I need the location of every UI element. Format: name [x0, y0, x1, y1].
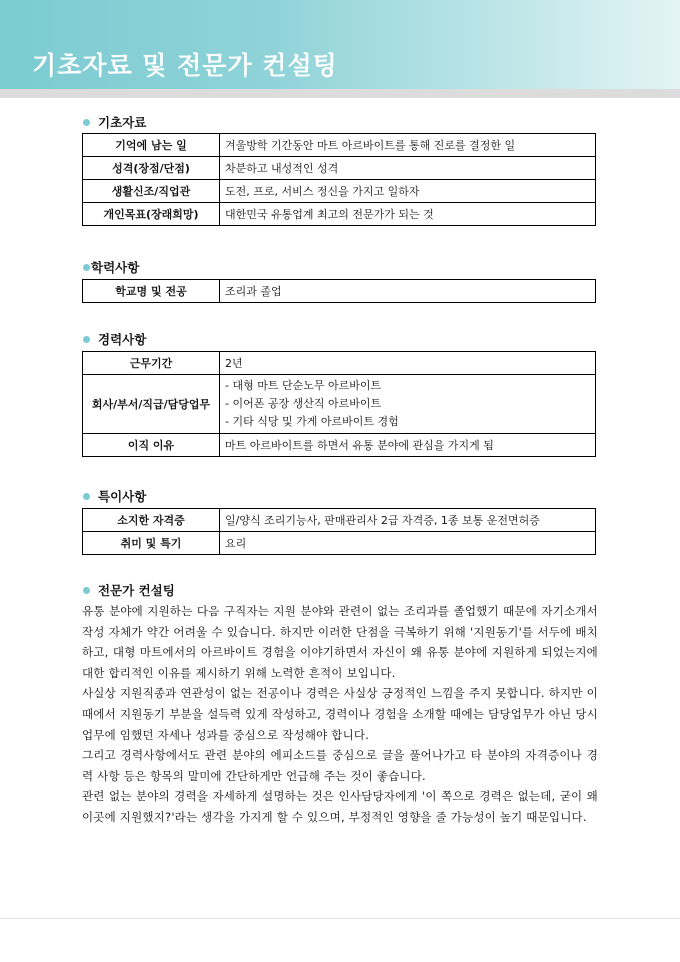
row-value: 겨울방학 기간동안 마트 아르바이트를 통해 진로를 결정한 일: [220, 134, 596, 157]
page-title: 기초자료 및 전문가 컨설팅: [32, 51, 338, 80]
table-row: [83, 434, 596, 457]
consulting-paragraph: 그리고 경력사항에서도 관련 분야의 에피소드를 중심으로 글을 풀어나가고 타 분야의 자격증이나 경력 사항 등은 항목의 말미에 간단하게만 언급해 주는 것이 좋습니다.: [82, 748, 598, 783]
bullet-icon: [83, 119, 90, 126]
row-label: 이직 이유: [83, 434, 220, 457]
section-education-heading: 학력사항: [83, 258, 139, 276]
section-career-heading: 경력사항: [83, 330, 146, 348]
header-divider: [0, 89, 680, 98]
table-row: [83, 352, 596, 375]
row-label: 학교명 및 전공: [83, 280, 220, 303]
list-item: - 기타 식당 및 가게 아르바이트 경험: [225, 415, 399, 428]
list-item: - 이어폰 공장 생산직 아르바이트: [225, 397, 382, 410]
education-table: [82, 279, 596, 303]
consulting-paragraph: 유통 분야에 지원하는 다음 구직자는 지원 분야와 관련이 없는 조리과를 졸업했기 때문에 자기소개서 작성 자체가 약간 어려울 수 있습니다. 하지만 이러한 단점을 극복하기 위해 '지원동기'를 서두에 배치하고, 대형 마트에서의 아르바이트 경험을 이야기하면서 자신이 왜 유통 분야에 지원하게 되었는지에 대한 합리적인 이유를 제시하기 위해 노력한 흔적이 보입니다.: [82, 604, 598, 680]
table-row: [83, 532, 596, 555]
row-value: 도전, 프로, 서비스 정신을 가지고 일하자: [220, 180, 596, 203]
row-value: 조리과 졸업: [220, 280, 596, 303]
section-consulting-heading: 전문가 컨설팅: [83, 581, 175, 599]
table-row: [83, 203, 596, 226]
row-value: 대한민국 유통업계 최고의 전문가가 되는 것: [220, 203, 596, 226]
bullet-icon: [83, 587, 90, 594]
special-table: [82, 508, 596, 555]
row-value-list: [220, 375, 596, 434]
bullet-icon: [83, 493, 90, 500]
row-value: 일/양식 조리기능사, 판매관리사 2급 자격증, 1종 보통 운전면허증: [220, 509, 596, 532]
bullet-icon: [83, 336, 90, 343]
row-value: 마트 아르바이트를 하면서 유통 분야에 관심을 가지게 됨: [220, 434, 596, 457]
row-label: 근무기간: [83, 352, 220, 375]
row-label: 소지한 자격증: [83, 509, 220, 532]
row-label: 취미 및 특기: [83, 532, 220, 555]
row-label: 성격(장점/단점): [83, 157, 220, 180]
row-value: 2년: [220, 352, 596, 375]
consulting-paragraph: 관련 없는 분야의 경력을 자세하게 설명하는 것은 인사담당자에게 '이 쪽으로 경력은 없는데, 굳이 왜 이곳에 지원했지?'라는 생각을 가지게 할 수 있으며, 부정적인 영향을 줄 가능성이 높기 때문입니다.: [82, 789, 598, 824]
basic-info-table: [82, 133, 596, 226]
row-label: 기억에 남는 일: [83, 134, 220, 157]
section-special-heading: 특이사항: [83, 487, 146, 505]
section-basic-heading: 기초자료: [83, 113, 146, 131]
table-row: [83, 509, 596, 532]
career-table: [82, 351, 596, 457]
consulting-body: [82, 601, 598, 828]
table-row: [83, 180, 596, 203]
list-item: - 대형 마트 단순노무 아르바이트: [225, 379, 382, 392]
header-banner: [0, 0, 680, 89]
footer-divider: [0, 918, 680, 919]
row-value: 요리: [220, 532, 596, 555]
row-label: 개인목표(장래희망): [83, 203, 220, 226]
consulting-paragraph: 사실상 지원직종과 연관성이 없는 전공이나 경력은 사실상 긍정적인 느낌을 주지 못합니다. 하지만 이때에서 지원동기 부분을 설득력 있게 작성하고, 경력이나 경험을 소개할 때에는 담당업무가 아닌 당시 업무에 임했던 자세나 성과를 중심으로 작성해야 합니다.: [82, 686, 598, 742]
row-label: 생활신조/직업관: [83, 180, 220, 203]
table-row: [83, 280, 596, 303]
row-value: 차분하고 내성적인 성격: [220, 157, 596, 180]
bullet-icon: [83, 264, 90, 271]
table-row: [83, 157, 596, 180]
table-row: [83, 134, 596, 157]
row-label: 회사/부서/직급/담당업무: [83, 375, 220, 434]
table-row: [83, 375, 596, 434]
